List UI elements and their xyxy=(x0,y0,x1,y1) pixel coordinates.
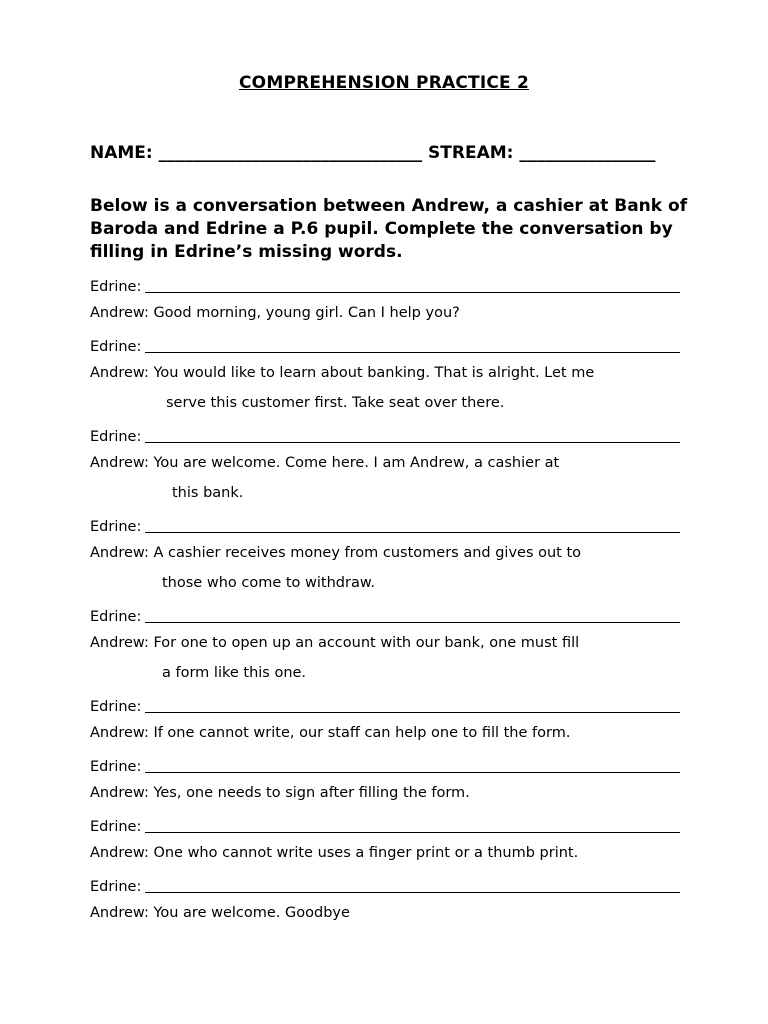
andrew-line-continuation: a form like this one. xyxy=(162,665,307,681)
edrine-answer-row xyxy=(90,690,680,720)
answer-blank[interactable] xyxy=(145,272,680,293)
andrew-line-continuation: those who come to withdraw. xyxy=(162,575,375,591)
answer-blank[interactable] xyxy=(145,332,680,353)
andrew-line: Andrew: You are welcome. Goodbye xyxy=(90,905,350,921)
andrew-line: Andrew: One who cannot write uses a finger print or a thumb print. xyxy=(90,845,579,861)
speaker-label: Edrine: xyxy=(90,759,142,775)
andrew-line: Andrew: Yes, one needs to sign after filling the form. xyxy=(90,785,470,801)
conversation xyxy=(90,270,680,930)
andrew-line: Andrew: You are welcome. Come here. I am Andrew, a cashier at xyxy=(90,455,560,471)
speaker-label: Edrine: xyxy=(90,519,142,535)
speaker-label: Edrine: xyxy=(90,819,142,835)
andrew-line: Andrew: You would like to learn about banking. That is alright. Let me xyxy=(90,365,595,381)
andrew-line: Andrew: For one to open up an account with our bank, one must fill xyxy=(90,635,580,651)
speaker-label: Edrine: xyxy=(90,279,142,295)
answer-blank[interactable] xyxy=(145,692,680,713)
name-stream-field-row: NAME: _______________________________ STREAM: ________________ xyxy=(90,143,656,163)
edrine-answer-row xyxy=(90,870,680,900)
speaker-label: Edrine: xyxy=(90,699,142,715)
edrine-answer-row xyxy=(90,330,680,360)
worksheet-title: COMPREHENSION PRACTICE 2 xyxy=(239,73,529,93)
answer-blank[interactable] xyxy=(145,512,680,533)
speaker-label: Edrine: xyxy=(90,609,142,625)
answer-blank[interactable] xyxy=(145,422,680,443)
edrine-answer-row xyxy=(90,750,680,780)
edrine-answer-row xyxy=(90,600,680,630)
edrine-answer-row xyxy=(90,510,680,540)
edrine-answer-row xyxy=(90,270,680,300)
andrew-line-continuation: serve this customer first. Take seat over there. xyxy=(166,395,505,411)
andrew-line-continuation: this bank. xyxy=(172,485,244,501)
speaker-label: Edrine: xyxy=(90,879,142,895)
andrew-line: Andrew: If one cannot write, our staff can help one to fill the form. xyxy=(90,725,571,741)
answer-blank[interactable] xyxy=(145,602,680,623)
andrew-line: Andrew: A cashier receives money from customers and gives out to xyxy=(90,545,582,561)
edrine-answer-row xyxy=(90,420,680,450)
answer-blank[interactable] xyxy=(145,872,680,893)
speaker-label: Edrine: xyxy=(90,339,142,355)
instructions-paragraph: Below is a conversation between Andrew, a cashier at Bank of Baroda and Edrine a P.6 pupil. Complete the conversation by filling in Edrine’s missing words. xyxy=(90,196,688,262)
andrew-line: Andrew: Good morning, young girl. Can I help you? xyxy=(90,305,460,321)
speaker-label: Edrine: xyxy=(90,429,142,445)
answer-blank[interactable] xyxy=(145,752,680,773)
edrine-answer-row xyxy=(90,810,680,840)
answer-blank[interactable] xyxy=(145,812,680,833)
